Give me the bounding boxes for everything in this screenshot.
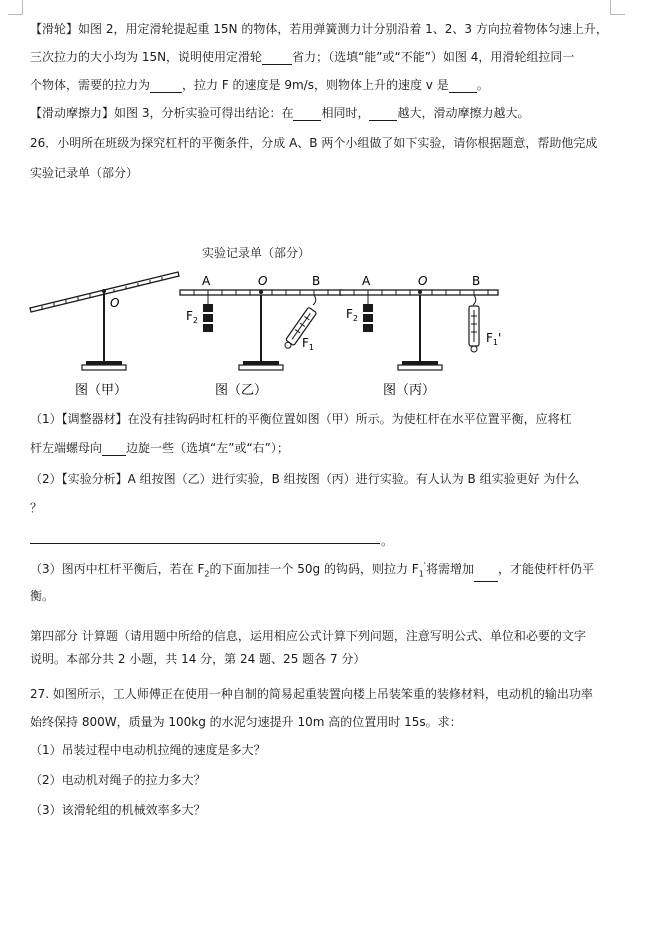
answer-blank[interactable] [449, 80, 477, 93]
force-f1-prime-label: $F_1'$ [486, 331, 502, 347]
pulley-line-1 [30, 21, 608, 37]
answer-blank[interactable] [102, 443, 126, 456]
friction-text: 【滑动摩擦力】如图 3，分析实验可得出结论：在 [30, 106, 294, 120]
part4-heading-line-1: 第四部分 计算题（请用题中所给的信息，运用相应公式计算下列问题，注意写明公式、单位和必要的文字 [30, 629, 586, 643]
friction-line [30, 105, 529, 121]
lever-bing [340, 274, 501, 398]
force-f2-label-bing: $F_2$ [346, 307, 358, 323]
part4-heading-line-2: 说明。本部分共 2 小题，共 14 分，第 24 题、25 题各 7 分） [30, 652, 366, 666]
part1-text: 杆左端螺母向 [30, 441, 103, 455]
margin-corner-mark-right [610, 0, 625, 15]
q26-intro-line-2: 实验记录单（部分） [30, 166, 139, 180]
figure-title: 实验记录单（部分） [202, 246, 311, 260]
friction-text: 越大，滑动摩擦力越大。 [397, 106, 530, 120]
force-f2-label-yi: $F_2$ [186, 309, 198, 325]
friction-text: 相同时， [321, 106, 370, 120]
q26-part3-line-2: 衡。 [30, 589, 55, 603]
q26-part1-line-1: （1）【调整器材】在没有挂钩码时杠杆的平衡位置如图（甲）所示。为使杠杆在水平位置平衡，应将杠 [30, 412, 572, 426]
figure-label-yi: 图（乙） [215, 383, 268, 398]
pulley-text: ，拉力 F 的速度是 9m/s，则物体上升的速度 v 是 [182, 78, 449, 92]
pulley-line-3 [30, 77, 489, 93]
part1-text: 边旋一些（选填“左”或“右”）； [126, 441, 289, 455]
answer-line[interactable] [30, 543, 380, 544]
part3-text: （3）图丙中杠杆平衡后，若在 F [30, 562, 205, 576]
q27-line-2: 始终保持 800W，质量为 100kg 的水泥匀速提升 10m 高的位置用时 15s。求： [30, 715, 462, 729]
end-b-label-yi: B [312, 274, 321, 288]
q27-sub-3: （3）该滑轮组的机械效率多大？ [30, 803, 206, 817]
end-b-label-bing: B [472, 274, 481, 288]
q26-part3-line-1 [30, 558, 594, 582]
part3-text: ，才能使杆杆仍平 [498, 562, 595, 576]
q27-sub-1: （1）吊装过程中电动机拉绳的速度是多大？ [30, 743, 266, 757]
q26-intro-line-1: 26．小明所在班级为探究杠杆的平衡条件，分成 A、B 两个小组做了如下实验，请你根据题意，帮助他完成 [30, 136, 598, 150]
force-f1-label-yi: $F_1$ [302, 336, 314, 352]
q26-part2-line-2: ？ [30, 501, 43, 515]
answer-blank[interactable] [293, 108, 321, 121]
answer-blank[interactable] [369, 108, 397, 121]
figure-label-bing: 图（丙） [383, 383, 436, 398]
part3-text: 将需增加 [425, 562, 474, 576]
pulley-line-2 [30, 49, 574, 65]
lever-jia [30, 272, 179, 398]
pulley-text: 三次拉力的大小均为 15N，说明使用定滑轮 [30, 50, 263, 64]
part3-subscript: 1 [418, 569, 424, 579]
part3-subscript: 2 [204, 569, 210, 579]
pivot-label-bing: O [418, 274, 428, 288]
pulley-text: 省力；（选填“能”或“不能”）如图 4，用滑轮组拉同一 [292, 50, 575, 64]
margin-corner-mark-left [8, 0, 23, 15]
pivot-label-yi: O [258, 274, 268, 288]
pulley-text: 。 [476, 78, 489, 92]
q26-part2-line-1: （2）【实验分析】A 组按图（乙）进行实验，B 组按图（丙）进行实验。有人认为 B 组实验更好 为什么 [30, 472, 580, 486]
lever-experiment-figure [0, 236, 657, 404]
q27-line-1: 27. 如图所示，工人师傅正在使用一种自制的简易起重装置向楼上吊装笨重的装修材料，电动机的输出功率 [30, 687, 593, 701]
pulley-text: 个物体，需要的拉力为 [30, 78, 151, 92]
answer-line-period: 。 [381, 534, 394, 548]
q27-sub-2: （2）电动机对绳子的拉力多大？ [30, 773, 206, 787]
end-a-label-yi: A [202, 274, 211, 288]
pivot-label-jia: O [110, 296, 120, 310]
figure-label-jia: 图（甲） [75, 383, 128, 398]
q26-part1-line-2 [30, 440, 289, 456]
end-a-label-bing: A [362, 274, 371, 288]
pulley-text: 【滑轮】如图 2，用定滑轮提起重 15N 的物体，若用弹簧测力计分别沿着 1、2、3 方向拉着物体匀速上升， [30, 22, 608, 36]
lever-yi [180, 274, 342, 398]
part3-text: 的下面加挂一个 50g 的钩码，则拉力 F [209, 562, 419, 576]
answer-blank[interactable] [150, 80, 182, 93]
answer-blank[interactable] [474, 569, 498, 582]
part3-prime-mark: ' [423, 561, 426, 570]
answer-blank[interactable] [262, 52, 292, 65]
